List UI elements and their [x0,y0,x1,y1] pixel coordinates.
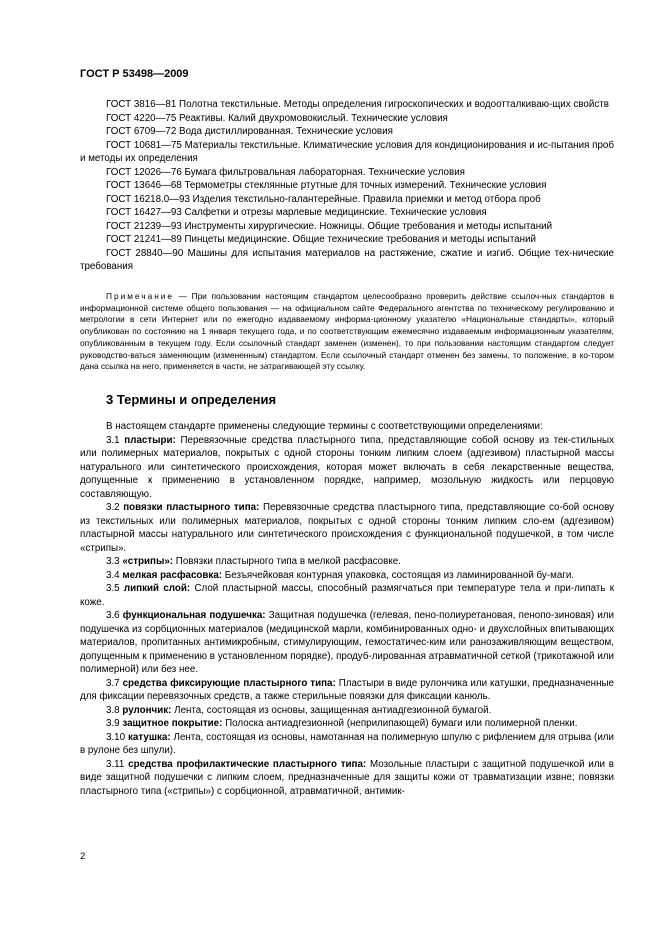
term-number: 3.7 [106,677,120,689]
term-name: функциональная подушечка: [122,610,266,621]
term-definition: Повязки пластырного типа в мелкой расфасовке. [175,556,401,567]
section-intro: В настоящем стандарте применены следующие термины с соответствующими определениями: [106,421,543,432]
term-definition: Безъячейковая контурная упаковка, состоящая из ламинированной бу-маги. [224,569,575,581]
reference-item: ГОСТ 6709—72 Вода дистиллированная. Технические условия [106,126,393,137]
term-definition: Пластыри в виде рулончика или катушки, предназначенные для фиксации перевязочных средств, а также стерильные повязки для фиксации канюль. [80,677,614,702]
term-number: 3.8 [106,704,120,716]
reference-item: ГОСТ 16427—93 Салфетки и отрезы марлевые медицинские. Технические условия [106,207,487,218]
term-number: 3.11 [106,758,125,770]
term-number: 3.2 [106,502,120,513]
term-paragraph [80,731,614,758]
term-name: липкий слой: [123,583,191,594]
term-paragraph [80,758,614,799]
term-name: рулончик: [122,704,172,716]
term-paragraph [80,555,614,569]
term-name: мелкая расфасовка: [122,569,223,581]
term-definition: Защитная подушечка (гелевая, пено-полиуретановая, пенопо-зиновая) или подушечка из сорбционных материалов (медицинской марли, комбинированных одно- и двухслойных впитывающих материалов, пропитанных антимикробным, стимулирующим, гемостатичес-ким или ранозаживляющим веществом, допущенным к применению в установленном порядке), продуб-лированная атравматичной сеткой (трикотажной или полимерной) или без нее. [80,610,614,675]
term-paragraph [80,717,614,731]
term-definition: Перевязочные средства пластырного типа, представляющие со-бой основу из текстильных или полимерных материалов, покрытых с одной стороны тонким липким сло-ем (адгезивом) пластырной массы натурального или синтетического происхождения с функциональной подушечкой, в том числе «стрипы». [80,502,614,554]
reference-item: ГОСТ 21241—89 Пинцеты медицинские. Общие технические требования и методы испытаний [106,234,537,245]
term-definition: Лента, состоящая из основы, защищенная антиадгезионной бумагой. [174,704,492,716]
section-body [80,420,614,798]
term-name: катушка: [127,731,171,743]
reference-item: ГОСТ 4220—75 Реактивы. Калий двухромовокислый. Технические условия [106,112,448,124]
term-number: 3.3 [106,556,120,567]
term-number: 3.10 [106,731,126,743]
term-name: пластыри: [124,434,176,446]
reference-item: ГОСТ 10681—75 Материалы текстильные. Климатические условия для кондиционирования и ис-пытания проб и методы их определения [80,139,614,164]
term-number: 3.6 [106,610,120,621]
reference-item: ГОСТ 28840—90 Машины для испытания материалов на растяжение, сжатие и изгиб. Общие тех-нические требования [80,247,614,272]
normative-references [80,98,614,274]
note-paragraph [80,291,614,373]
term-paragraph [80,609,614,677]
term-paragraph [80,434,614,502]
term-definition: Перевязочные средства пластырного типа, представляющие собой основу из тек-стильных или полимерных материалов, покрытых с одной стороны тонким липким слоем (адгезивом) пластырной массы натурального или синтетического происхождения, которая может включать в себя лекарственные вещества, допущенные к применению в установленном порядке, например, мозольную жидкость или перцовую составляющую. [80,434,615,500]
section-title: 3 Термины и определения [106,392,277,407]
term-definition: Мозольные пластыри с защитной подушечкой или в виде защитной подушечки с липким слоем, предназначенные для защиты кожи от травматизации извне; повязки пластырного типа («стрипы») с сорбционной, атравматичной, антимик- [80,758,614,797]
reference-item: ГОСТ 16218.0—93 Изделия текстильно-галантерейные. Правила приемки и метод отбора проб [106,193,541,205]
reference-item: ГОСТ 21239—93 Инструменты хирургические. Ножницы. Общие требования и методы испытаний [106,220,553,232]
term-definition: Слой пластырной массы, способный размягчаться при температуре тела и при-липать к коже. [80,583,614,608]
term-definition: Полоска антиадгезионной (неприлипающей) бумаги или полимерной пленки. [225,718,578,729]
term-paragraph [80,569,614,583]
term-name: защитное покрытие: [122,718,223,729]
page-number: 2 [80,851,86,862]
reference-item: ГОСТ 12026—76 Бумага фильтровальная лабораторная. Технические условия [106,166,465,178]
term-number: 3.5 [106,583,120,594]
term-number: 3.1 [106,434,120,446]
term-number: 3.9 [106,718,120,729]
term-name: «стрипы»: [122,556,174,567]
term-number: 3.4 [106,569,120,581]
note-label: Примечание [106,291,175,301]
term-name: средства фиксирующие пластырного типа: [122,677,336,689]
reference-item: ГОСТ 13646—68 Термометры стеклянные ртутные для точных измерений. Технические условия [106,180,547,191]
term-paragraph [80,704,614,718]
document-header: ГОСТ Р 53498—2009 [80,68,189,80]
reference-item: ГОСТ 3816—81 Полотна текстильные. Методы определения гигроскопических и водоотталкиваю-щих свойств [106,99,609,110]
term-paragraph [80,677,614,704]
term-paragraph [80,582,614,609]
term-name: средства профилактические пластырного типа: [128,758,367,770]
term-paragraph [80,501,614,555]
note-text: — При пользовании настоящим стандартом целесообразно проверить действие ссылоч-ных стандартов в информационной системе общего пользования — на официальном сайте Федерального агентства по техническому регулированию и метрологии в сети Интернет или по ежегодно издаваемому информа-ционному указателю «Национальные стандарты», который опубликован по состоянию на 1 января текущего года, и по соответствующим ежемесячно издаваемым информационным указателям, опубликованным в текущем году. Если ссылочный стандарт заменен (изменен), то при пользовании настоящим стандартом следует руководство-ваться заменяющим (измененным) стандартом. Если ссылочный стандарт отменен без замены, то положение, в ко-тором дана ссылка на него, применяется в части, не затрагивающей эту ссылку. [80,291,614,372]
term-name: повязки пластырного типа: [123,502,260,513]
term-definition: Лента, состоящая из основы, намотанная на полимерную шпулю с рифлением для отрыва (или в рулоне без шпули). [80,731,614,756]
